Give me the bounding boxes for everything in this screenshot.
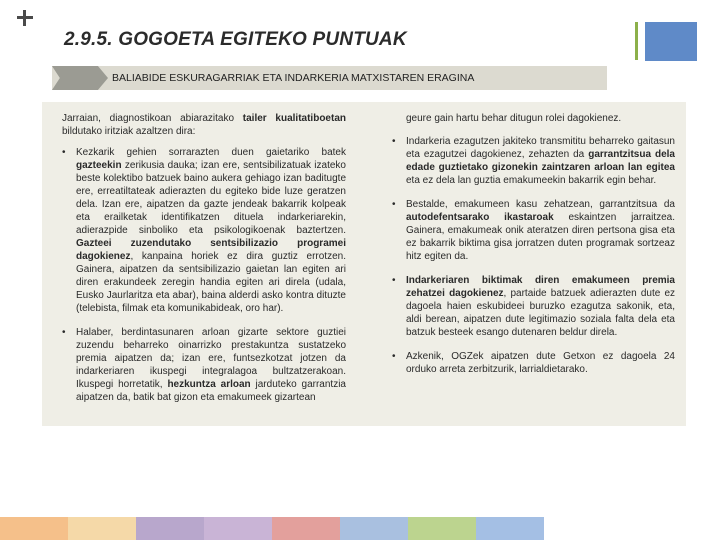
right-column [392, 112, 675, 387]
chevron-arrow-icon [52, 66, 108, 90]
text: eta ez dela lan guztia emakumeekin bakarrik egin behar. [406, 175, 657, 186]
bullet-icon: • [392, 351, 396, 362]
text: , kanpaina horiek ez dira guztiz errotzen. Gainera, aipatzen da sentsibilizazio gaietan lan egiten ari diren erakundeek zeregin handia egiten ari direla (udala, Eusko Jaurlaritza eta abar), baina alderdi asko kontra dituzte (telebista, filmak eta komunikabideak, oro har). [76, 251, 346, 314]
strip-segment [272, 517, 340, 540]
strip-segment [408, 517, 476, 540]
bullet-icon: • [392, 275, 396, 286]
list-item [392, 198, 675, 263]
text: eskaintzen jarraitzea. Gainera, emakumeak onik ateratzen diren pertsona gisa eta ez bakarrik biktima gisa jorratzen duten programak sortzeaz hitz egiten da. [406, 212, 675, 262]
page-title: 2.9.5. GOGOETA EGITEKO PUNTUAK [64, 29, 407, 50]
text: Bestalde, emakumeen kasu zehatzean, garrantzitsua da [406, 199, 675, 210]
text: Azkenik, OGZek aipatzen dute Getxon ez dagoela 24 orduko arreta zerbitzurik, larrialdietarako. [406, 351, 675, 375]
bullet-icon: • [62, 327, 66, 338]
bold-text: gazteekin [76, 160, 122, 171]
text: Indarkeria ezagutzen jakiteko transmititu beharreko gaitasun eta ezagutzei dagokienez, zehazten da [406, 136, 675, 160]
list-item [392, 135, 675, 187]
bold-text: autodefentsarako ikastaroak [406, 212, 554, 223]
strip-segment [136, 517, 204, 540]
banner-title: BALIABIDE ESKURAGARRIAK ETA INDARKERIA MATXISTAREN ERAGINA [112, 72, 475, 84]
strip-segment [476, 517, 544, 540]
intro-paragraph [62, 112, 346, 138]
text: Kezkarik gehien sorrarazten duen gaietariko batek [76, 147, 346, 158]
bold-text: Indarkeriaren biktimak diren emakumeen premia zehatzei dagokienez [406, 275, 675, 299]
accent-square [645, 22, 697, 61]
intro-bold: tailer kualitatiboetan [242, 113, 346, 124]
accent-line [635, 22, 638, 60]
strip-segment [204, 517, 272, 540]
left-column [62, 112, 346, 415]
text: Halaber, berdintasunaren arloan gizarte sektore guztiei zuzendu beharreko oinarrizko prestakuntza sustatzeko premia aipatzen da; izan ere, funtsezkotzat jotzen da indarkeriaren ikuspegi integralagoa bultzatzerakoan. Ikuspegi horretatik, [76, 327, 346, 390]
text: jarduteko garrantzia aipatzen da, batik bat gizon eta emakumeek gizartean [76, 379, 346, 403]
list-item [392, 274, 675, 339]
intro-text-end: bildutako iritziak azaltzen dira: [62, 126, 196, 137]
plus-icon [14, 7, 36, 29]
strip-segment [0, 517, 68, 540]
list-item [62, 326, 346, 404]
strip-segment [68, 517, 136, 540]
bold-text: Gazteei zuzendutako sentsibilizazio programei dagokienez [76, 238, 346, 262]
strip-segment [340, 517, 408, 540]
intro-text: Jarraian, diagnostikoan abiarazitako [62, 113, 243, 124]
bullet-icon: • [392, 199, 396, 210]
bullet-icon: • [392, 136, 396, 147]
bold-text: garrantzitsua dela edade guztietako gizonekin zaintzaren arloan lan egitea [406, 149, 675, 173]
right-bullet-list [392, 135, 675, 376]
text: zerikusia dauka; izan ere, sentsibilizatuak izateko beste kolektibo batzuek baino aukera gehiago izan baditugte ere, erreatiltateak adierazten du egiteko bide luze geratzen dela. Izan ere, aipatzen da gazte jendeak bakarrik kolpeak eta erailketak identifikatzen dituela indarkeriarekin, adierazpide sinboliko eta psikologikoenak baztertzen. [76, 160, 346, 236]
bold-text: hezkuntza arloan [167, 379, 251, 390]
text: , partaide batzuek adierazten dute ez dagoela haien eskubideei buruzko ezagutza sakonik, eta, aldi berean, aipatzen dute legitimazio soziala falta dela eta batzuk besteek esango dutenaren beldur direla. [406, 288, 676, 338]
list-item [62, 146, 346, 315]
list-item [392, 350, 675, 376]
bullet-icon: • [62, 147, 66, 158]
left-bullet-list [62, 146, 346, 404]
continuation-text: geure gain hartu behar ditugun rolei dagokienez. [406, 113, 622, 124]
